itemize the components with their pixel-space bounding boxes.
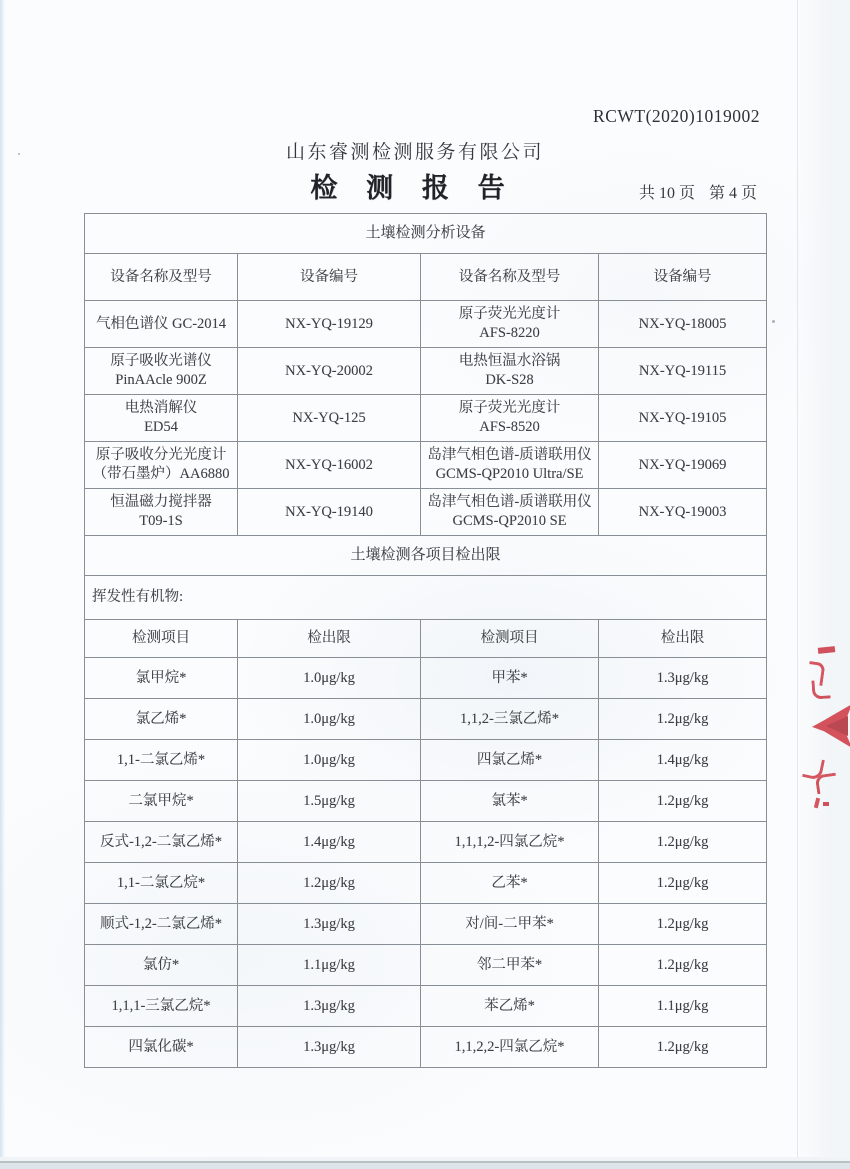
limit-cell: 1.2μg/kg — [599, 904, 767, 945]
limit-row — [85, 1027, 767, 1068]
limit-cell: 反式-1,2-二氯乙烯* — [85, 822, 238, 863]
equipment-cell: 岛津气相色谱-质谱联用仪 GCMS-QP2010 Ultra/SE — [421, 442, 599, 489]
equipment-cell: NX-YQ-19069 — [599, 442, 767, 489]
equipment-header-cell: 设备编号 — [238, 254, 421, 301]
voc-category-row — [85, 576, 767, 620]
equipment-cell: 原子荧光光度计 AFS-8220 — [421, 301, 599, 348]
limit-cell: 邻二甲苯* — [421, 945, 599, 986]
equipment-header-cell: 设备名称及型号 — [85, 254, 238, 301]
equipment-row — [85, 395, 767, 442]
limit-cell: 1.1μg/kg — [599, 986, 767, 1027]
report-title: 检 测 报 告 — [310, 173, 516, 203]
limit-cell: 1.0μg/kg — [238, 699, 421, 740]
limit-cell: 1.4μg/kg — [599, 740, 767, 781]
limit-row — [85, 658, 767, 699]
limit-cell: 1,1,1-三氯乙烷* — [85, 986, 238, 1027]
limit-cell: 四氯乙烯* — [421, 740, 599, 781]
limit-cell: 1.2μg/kg — [238, 863, 421, 904]
equipment-row — [85, 489, 767, 536]
equipment-cell: 岛津气相色谱-质谱联用仪 GCMS-QP2010 SE — [421, 489, 599, 536]
limit-cell: 1.3μg/kg — [238, 904, 421, 945]
equipment-header-cell: 设备编号 — [599, 254, 767, 301]
limit-cell: 1,1,2-三氯乙烯* — [421, 699, 599, 740]
page-current: 第 4 页 — [708, 185, 757, 202]
limit-cell: 四氯化碳* — [85, 1027, 238, 1068]
equipment-row — [85, 348, 767, 395]
equipment-cell: 原子吸收光谱仪 PinAAcle 900Z — [85, 348, 238, 395]
limit-cell: 1.3μg/kg — [238, 986, 421, 1027]
limits-header-cell: 检出限 — [238, 620, 421, 658]
voc-category-label: 挥发性有机物: — [85, 576, 767, 620]
limit-cell: 1.0μg/kg — [238, 740, 421, 781]
limit-row — [85, 740, 767, 781]
equipment-cell: NX-YQ-16002 — [238, 442, 421, 489]
limit-cell: 乙苯* — [421, 863, 599, 904]
equipment-cell: NX-YQ-18005 — [599, 301, 767, 348]
limit-cell: 1.2μg/kg — [599, 945, 767, 986]
equipment-cell: 恒温磁力搅拌器 T09-1S — [85, 489, 238, 536]
equipment-cell: NX-YQ-19105 — [599, 395, 767, 442]
limits-section-row — [85, 536, 767, 576]
limit-row — [85, 822, 767, 863]
limit-cell: 1.5μg/kg — [238, 781, 421, 822]
limit-cell: 氯甲烷* — [85, 658, 238, 699]
equipment-cell: 电热恒温水浴锅 DK-S28 — [421, 348, 599, 395]
limits-rows — [85, 658, 767, 1068]
stamp-mark-bar — [814, 798, 820, 809]
equipment-cell: NX-YQ-125 — [238, 395, 421, 442]
equipment-cell: NX-YQ-19003 — [599, 489, 767, 536]
limit-cell: 顺式-1,2-二氯乙烯* — [85, 904, 238, 945]
limit-cell: 1.1μg/kg — [238, 945, 421, 986]
scan-bottom-edge — [0, 1157, 850, 1169]
limits-section-title: 土壤检测各项目检出限 — [85, 536, 767, 576]
limit-cell: 1,1,1,2-四氯乙烷* — [421, 822, 599, 863]
limits-header-cell: 检出限 — [599, 620, 767, 658]
limit-cell: 二氯甲烷* — [85, 781, 238, 822]
limit-cell: 甲苯* — [421, 658, 599, 699]
equipment-cell: NX-YQ-20002 — [238, 348, 421, 395]
limit-cell: 苯乙烯* — [421, 986, 599, 1027]
equipment-cell: 气相色谱仪 GC-2014 — [85, 301, 238, 348]
limits-header-cell: 检测项目 — [85, 620, 238, 658]
pagination — [639, 180, 757, 203]
equipment-header-cell: 设备名称及型号 — [421, 254, 599, 301]
limit-cell: 1.4μg/kg — [238, 822, 421, 863]
stamp-mark-bar — [818, 646, 836, 654]
equipment-cell: 原子荧光光度计 AFS-8520 — [421, 395, 599, 442]
equipment-section-row — [85, 214, 767, 254]
company-name: 山东睿测检测服务有限公司 — [285, 142, 544, 163]
limits-header-row — [85, 620, 767, 658]
limit-row — [85, 945, 767, 986]
equipment-header-row — [85, 254, 767, 301]
limit-cell: 氯仿* — [85, 945, 238, 986]
equipment-row — [85, 301, 767, 348]
equipment-row — [85, 442, 767, 489]
limit-row — [85, 863, 767, 904]
limit-cell: 1.2μg/kg — [599, 863, 767, 904]
limit-cell: 对/间-二甲苯* — [421, 904, 599, 945]
equipment-cell: 原子吸收分光光度计 （带石墨炉）AA6880 — [85, 442, 238, 489]
equipment-rows — [85, 301, 767, 536]
limits-header-cell: 检测项目 — [421, 620, 599, 658]
limit-row — [85, 699, 767, 740]
equipment-cell: NX-YQ-19129 — [238, 301, 421, 348]
limit-cell: 1,1,2,2-四氯乙烷* — [421, 1027, 599, 1068]
pages-total: 共 10 页 — [638, 185, 695, 202]
equipment-cell: NX-YQ-19140 — [238, 489, 421, 536]
limit-row — [85, 986, 767, 1027]
limit-cell: 1.2μg/kg — [599, 1027, 767, 1068]
limit-cell: 1,1-二氯乙烷* — [85, 863, 238, 904]
limit-cell: 1.3μg/kg — [599, 658, 767, 699]
equipment-section-title: 土壤检测分析设备 — [85, 214, 767, 254]
stamp-mark-stroke — [815, 773, 838, 795]
stamp-mark-dot — [823, 802, 829, 806]
stamp-mark-stroke — [811, 679, 830, 699]
limit-cell: 氯苯* — [421, 781, 599, 822]
limit-row — [85, 904, 767, 945]
equipment-cell: NX-YQ-19115 — [599, 348, 767, 395]
equipment-cell: 电热消解仪 ED54 — [85, 395, 238, 442]
doc-number: RCWT(2020)1019002 — [593, 106, 760, 126]
report-table — [84, 213, 767, 1068]
limit-row — [85, 781, 767, 822]
limit-cell: 1.3μg/kg — [238, 1027, 421, 1068]
limit-cell: 1.2μg/kg — [599, 822, 767, 863]
limit-cell: 1,1-二氯乙烯* — [85, 740, 238, 781]
limit-cell: 氯乙烯* — [85, 699, 238, 740]
red-seal-fragment — [796, 640, 850, 825]
limit-cell: 1.2μg/kg — [599, 699, 767, 740]
limit-cell: 1.2μg/kg — [599, 781, 767, 822]
limit-cell: 1.0μg/kg — [238, 658, 421, 699]
scan-speck — [772, 320, 775, 323]
